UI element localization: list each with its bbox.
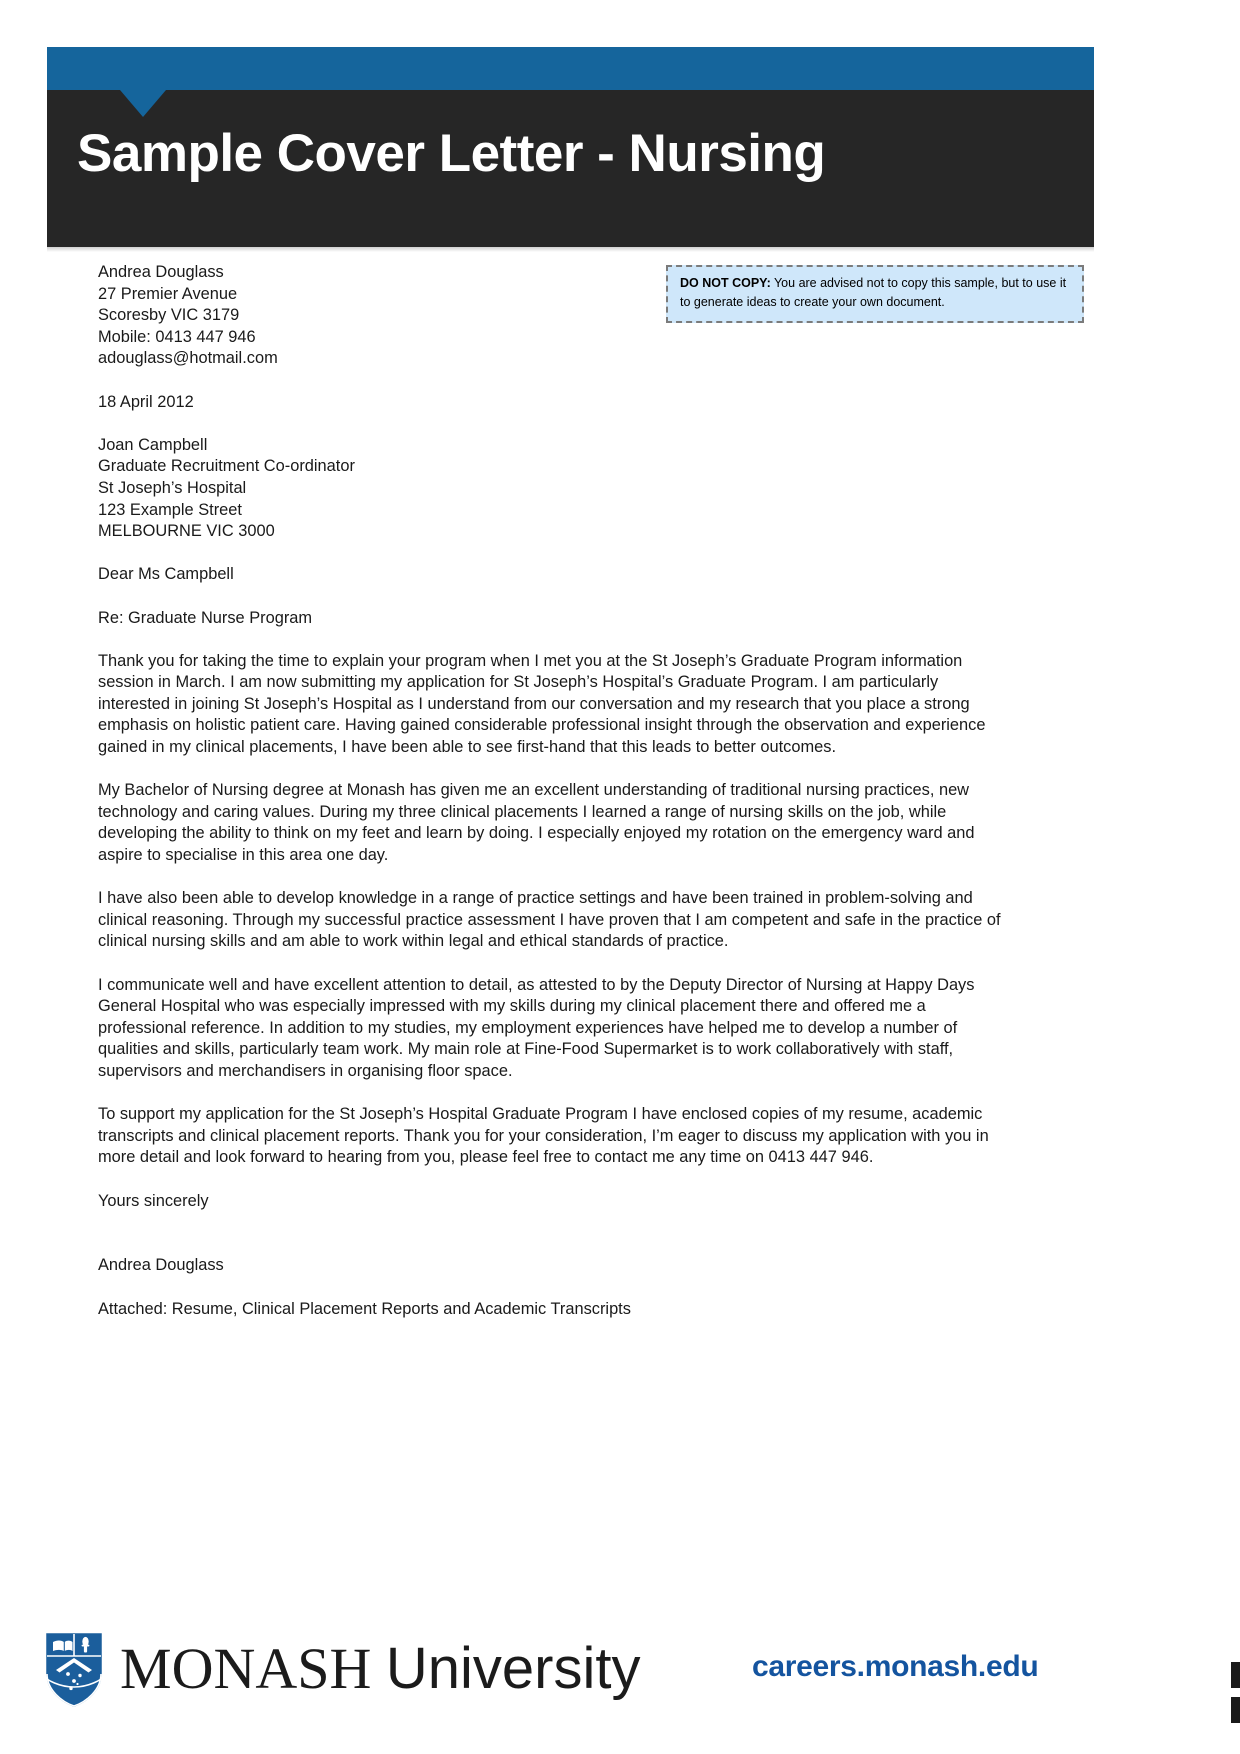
body-paragraph-2: My Bachelor of Nursing degree at Monash has given me an excellent understanding of traditional nursing practices, new technology and caring values. During my three clinical placements I learned a range of nursing skills on the job, while developing the ability to think on my feet and learn by doing. I especially enjoyed my rotation on the emergency ward and aspire to specialise in this area one day. bbox=[98, 781, 975, 865]
attachments-line: Attached: Resume, Clinical Placement Reports and Academic Transcripts bbox=[98, 1299, 631, 1318]
sender-email: adouglass@hotmail.com bbox=[98, 349, 278, 368]
page-footer bbox=[0, 1612, 1240, 1754]
recipient-name: Joan Campbell bbox=[98, 435, 208, 454]
sender-city: Scoresby VIC 3179 bbox=[98, 306, 240, 325]
crop-mark-top bbox=[1231, 1662, 1240, 1688]
notice-text: You are advised not to copy this sample, but to use it to generate ideas to create your own document. bbox=[680, 276, 1067, 309]
letter-body bbox=[98, 262, 1010, 1320]
recipient-organisation: St Joseph’s Hospital bbox=[98, 478, 247, 497]
monash-logo-secondary: University bbox=[385, 1636, 641, 1701]
recipient-city: MELBOURNE VIC 3000 bbox=[98, 522, 275, 541]
sign-off: Yours sincerely bbox=[98, 1191, 209, 1210]
recipient-address-block bbox=[98, 435, 1010, 543]
recipient-street: 123 Example Street bbox=[98, 500, 242, 519]
header-banner bbox=[47, 47, 1094, 247]
subject-line: Re: Graduate Nurse Program bbox=[98, 608, 313, 627]
body-paragraph-5: To support my application for the St Joseph’s Hospital Graduate Program I have enclosed copies of my resume, academic transcripts and clinical placement reports. Thank you for your consideration, I’m eager to discuss my application with you in more detail and look forward to hearing from you, please feel free to contact me any time on 0413 447 946. bbox=[98, 1105, 989, 1167]
sender-name: Andrea Douglass bbox=[98, 263, 224, 281]
signature-name: Andrea Douglass bbox=[98, 1256, 224, 1275]
body-paragraph-3: I have also been able to develop knowledge in a range of practice settings and have been trained in problem-solving and clinical reasoning. Through my successful practice assessment I have proven that I am competent and safe in the practice of clinical nursing skills and am able to work within legal and ethical standards of practice. bbox=[98, 889, 1001, 951]
monash-crest-icon bbox=[44, 1630, 104, 1708]
header-notch-triangle-icon bbox=[120, 90, 166, 117]
monash-logo bbox=[44, 1630, 640, 1708]
header-blue-bar bbox=[47, 47, 1094, 90]
signature-space bbox=[98, 1234, 1010, 1256]
page-title: Sample Cover Letter - Nursing bbox=[77, 124, 826, 183]
monash-logo-primary: MONASH bbox=[120, 1636, 372, 1701]
recipient-title: Graduate Recruitment Co-ordinator bbox=[98, 457, 355, 476]
sender-mobile: Mobile: 0413 447 946 bbox=[98, 327, 256, 346]
salutation: Dear Ms Campbell bbox=[98, 565, 234, 584]
crop-mark-bottom bbox=[1231, 1697, 1240, 1723]
letter-date: 18 April 2012 bbox=[98, 392, 194, 411]
sender-street: 27 Premier Avenue bbox=[98, 284, 238, 303]
sender-address-block bbox=[98, 262, 1010, 370]
body-paragraph-4: I communicate well and have excellent attention to detail, as attested to by the Deputy Director of Nursing at Happy Days General Hospital who was especially impressed with my skills during my clinical placement there and offered me a professional reference. In addition to my studies, my employment experiences have helped me to develop a number of qualities and skills, particularly team work. My main role at Fine-Food Supermarket is to work collaboratively with staff, supervisors and merchandisers in organising floor space. bbox=[98, 975, 975, 1080]
careers-url-link[interactable]: careers.monash.edu bbox=[752, 1650, 1039, 1683]
body-paragraph-1: Thank you for taking the time to explain your program when I met you at the St Joseph’s Graduate Program information session in March. I am now submitting my application for St Joseph’s Hospital’s Graduate Program. I am particularly interested in joining St Joseph’s Hospital as I understand from our conversation and my research that you place a strong emphasis on holistic patient care. Having gained considerable professional insight through the observation and experience gained in my clinical placements, I have been able to see first-hand that this leads to better outcomes. bbox=[98, 651, 986, 757]
notice-label: DO NOT COPY: bbox=[680, 276, 771, 290]
monash-logo-text bbox=[120, 1636, 641, 1701]
header-shadow bbox=[47, 247, 1094, 252]
